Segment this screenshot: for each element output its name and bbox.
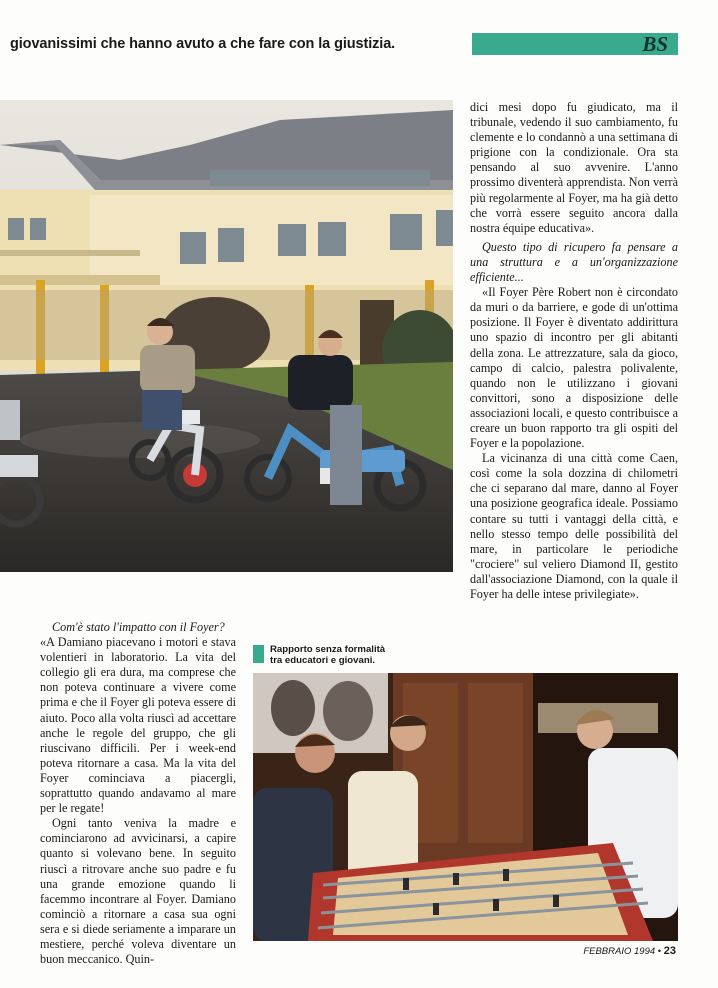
caption-line: tra educatori e giovani. <box>270 655 376 666</box>
interview-question: Questo tipo di ricupero fa pensare a una struttura e a un'organizzazione efficiente... <box>470 239 678 285</box>
paragraph: «Il Foyer Père Robert non è circondato da muri o da barriere, e gode di un'ottima posizione. Il Foyer è diventato addirittura uno spazio di incontro per gli abitanti della zona. Le attrezzature, sala da gioco, campo di calcio, palestra polivalente, quando non le utilizzano i giovani convittori, sono a disposizione delle associazioni locali, e questo contribuisce a creare un buon rapporto tra gli ospiti del Foyer e la popolazione. <box>470 285 678 451</box>
paragraph: «A Damiano piacevano i motori e stava volentieri in laboratorio. La vita del collegio gli era dura, ma comprese che non poteva continuare a vivere come prima e che il Foyer gli poteva essere di aiuto. Poco alla volta riuscì ad accettare anche le regole del gruppo, che gli riuscivano difficili. Per i week-end poteva ritornare a casa. Ma la vita del Foyer cominciava a piacergli, soprattutto quando andavamo al mare per le regate! <box>40 635 236 816</box>
right-column <box>470 100 678 602</box>
page-number: 23 <box>663 945 676 957</box>
issue-date: FEBBRAIO 1994 <box>583 946 656 957</box>
page-footer <box>583 945 676 957</box>
foosball-players-photo <box>253 673 678 941</box>
left-column <box>40 620 236 967</box>
section-tag: BS <box>642 32 668 56</box>
paragraph: La vicinanza di una città come Caen, così come la sola dozzina di chilometri che ci separano dal mare, danno al Foyer una posizione geografica ideale. Possiamo contare su tutti i vantaggi della città, e nello stesso tempo delle possibilità del mare, in particolare le periodiche "crociere" sul veliero Diamond II, gestito dall'associazione Diamond, con la quale il Foyer ha delle intese privilegiate». <box>470 451 678 601</box>
building-courtyard-mopeds-photo <box>0 100 453 572</box>
paragraph: Ogni tanto veniva la madre e cominciarono ad avvicinarsi, a capire quanto si volevano bene. In seguito riuscì a ritrovare anche suo padre e fu una grande emozione quando li facemmo incontrare al Foyer. Damiano cominciò a ritornare a casa sua ogni sera e si diede seriamente a imparare un mestiere, perché voleva diventare un buon meccanico. Quin- <box>40 816 236 967</box>
caption-marker <box>253 645 264 663</box>
footer-separator: • <box>655 946 664 957</box>
caption-line: Rapporto senza formalità <box>270 644 386 655</box>
page-headline: giovanissimi che hanno avuto a che fare con la giustizia. <box>10 36 396 52</box>
section-tag-bar <box>472 33 678 55</box>
interview-question: Com'è stato l'impatto con il Foyer? <box>52 620 225 634</box>
photo-caption <box>253 644 460 666</box>
paragraph: dici mesi dopo fu giudicato, ma il tribunale, vedendo il suo cambiamento, fu clemente e lo condannò a una settimana di prigione con la condizionale. Ora sta pensando al suo avvenire. L'anno prossimo diventerà apprendista. Non verrà più regolarmente al Foyer, ma ha già detto che vorrà essere seguito ancora dalla nostra équipe educativa». <box>470 100 678 235</box>
